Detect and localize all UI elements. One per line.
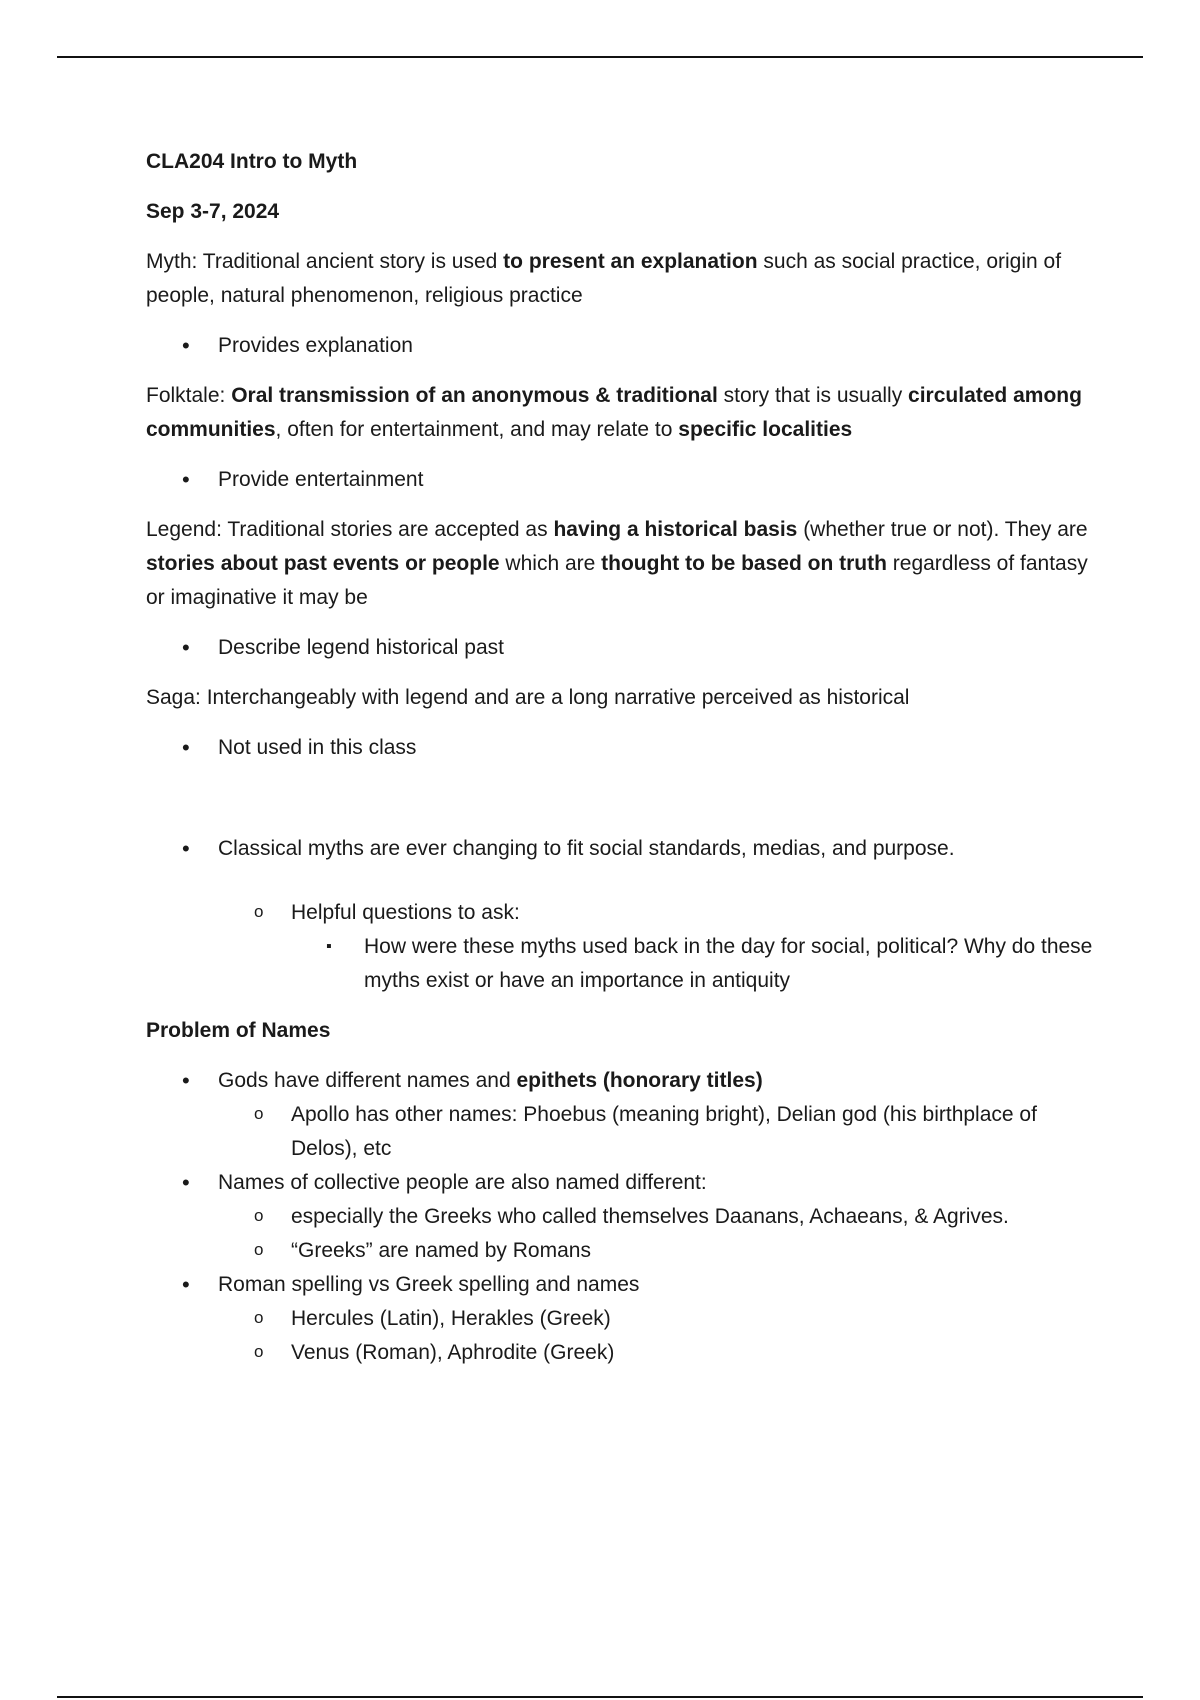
- legend-definition: Legend: Traditional stories are accepted as having a historical basis (whether true or not). They are stories about past events or people which are thought to be based on truth regardless of fantasy or imaginative it may be: [146, 518, 1088, 609]
- list-item: • Provide entertainment: [146, 463, 1106, 497]
- sub-list-item: o Apollo has other names: Phoebus (meaning bright), Delian god (his birthplace of Delos), etc: [146, 1098, 1106, 1166]
- sub-list-item: o especially the Greeks who called themselves Daanans, Achaeans, & Agrives.: [146, 1200, 1106, 1234]
- sub-list-item: o “Greeks” are named by Romans: [146, 1234, 1106, 1268]
- list-item: • Roman spelling vs Greek spelling and names: [146, 1268, 1106, 1302]
- list-item: • Describe legend historical past: [146, 631, 1106, 665]
- sub-list-item: o Helpful questions to ask:: [146, 896, 1106, 930]
- myth-list: [146, 329, 1106, 363]
- section-heading: Problem of Names: [146, 1019, 331, 1042]
- sub-list-item: o Venus (Roman), Aphrodite (Greek): [146, 1336, 1106, 1370]
- bottom-rule: [57, 1696, 1143, 1698]
- course-title: CLA204 Intro to Myth: [146, 150, 358, 173]
- names-list: [146, 1064, 1106, 1370]
- list-item: • Gods have different names and epithets (honorary titles): [146, 1064, 1106, 1098]
- classical-list: [146, 832, 1106, 998]
- document-page: [146, 145, 1106, 1370]
- legend-list: [146, 631, 1106, 665]
- folktale-definition: Folktale: Oral transmission of an anonymous & traditional story that is usually circulated among communities, often for entertainment, and may relate to specific localities: [146, 384, 1082, 441]
- date-heading: Sep 3-7, 2024: [146, 200, 280, 223]
- saga-definition: Saga: Interchangeably with legend and are a long narrative perceived as historical: [146, 686, 910, 709]
- saga-list: [146, 731, 1106, 765]
- list-item: • Not used in this class: [146, 731, 1106, 765]
- list-item: • Classical myths are ever changing to fit social standards, medias, and purpose.: [146, 832, 1106, 866]
- myth-definition: Myth: Traditional ancient story is used to present an explanation such as social practice, origin of people, natural phenomenon, religious practice: [146, 250, 1062, 307]
- list-item: • Provides explanation: [146, 329, 1106, 363]
- sub-sub-list-item: ▪ How were these myths used back in the day for social, political? Why do these myths exist or have an importance in antiquity: [146, 930, 1106, 998]
- sub-list-item: o Hercules (Latin), Herakles (Greek): [146, 1302, 1106, 1336]
- list-item: • Names of collective people are also named different:: [146, 1166, 1106, 1200]
- folktale-list: [146, 463, 1106, 497]
- top-rule: [57, 56, 1143, 58]
